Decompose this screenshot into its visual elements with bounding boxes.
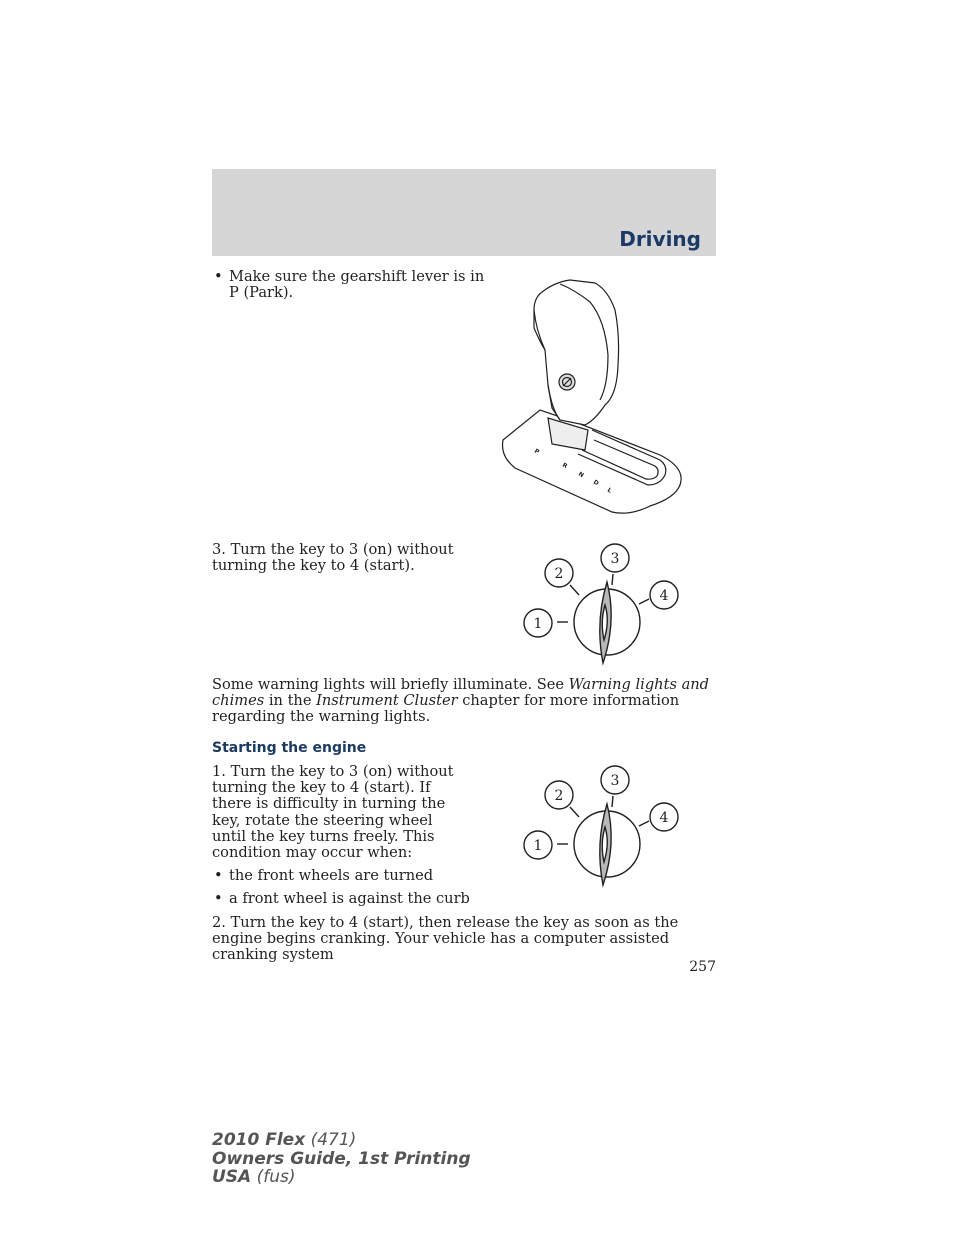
start-step-2: 2. Turn the key to 4 (start), then release the key as soon as the engine begins cranking. Your vehicle has a computer assisted cranking system	[212, 914, 679, 964]
gear-label-r: R	[561, 461, 569, 471]
ignition-label-2: 2	[554, 566, 564, 582]
footer	[212, 1131, 471, 1187]
bullet-gearshift: • Make sure the gearshift lever is in P (Park).	[212, 269, 489, 301]
warning-text-3: chapter for more information regarding the warning lights.	[212, 692, 680, 726]
gear-label-d: D	[592, 478, 600, 488]
warning-text-1: Some warning lights will briefly illuminate. See	[212, 676, 569, 693]
section-heading: Starting the engine	[212, 740, 367, 756]
gear-label-l: L	[606, 486, 613, 495]
step-3-text: 3. Turn the key to 3 (on) without turning the key to 4 (start).	[212, 541, 454, 575]
warning-text-2: in the	[264, 692, 317, 710]
ignition-label-1: 1	[533, 616, 543, 632]
start-step-1: 1. Turn the key to 3 (on) without turning the key to 4 (start). If there is difficulty in turning the key, rotate the steering wheel until the key turns freely. This condition may occur when:	[212, 763, 454, 862]
footer-region: USA	[212, 1167, 252, 1187]
ignition-label-1: 1	[533, 838, 543, 854]
ignition-label-4: 4	[659, 588, 669, 604]
page-number: 257	[689, 959, 716, 975]
gearshift-illustration	[500, 280, 686, 522]
gear-label-n: N	[577, 470, 585, 480]
instrument-cluster-reference: Instrument Cluster	[316, 692, 458, 710]
section-title: Driving	[619, 227, 701, 251]
warning-paragraph	[212, 677, 712, 726]
ignition-label-3: 3	[610, 551, 620, 567]
header-band	[212, 169, 716, 256]
ignition-label-2: 2	[554, 788, 564, 804]
ignition-diagram	[520, 542, 685, 664]
footer-guide: Owners Guide, 1st Printing	[212, 1148, 471, 1169]
condition-item: • a front wheel is against the curb	[212, 891, 489, 907]
footer-model-code: (471)	[305, 1130, 357, 1150]
ignition-label-4: 4	[659, 810, 669, 826]
footer-model: 2010 Flex	[212, 1130, 306, 1150]
ignition-label-3: 3	[610, 773, 620, 789]
gear-label-p: P	[533, 447, 541, 456]
footer-region-code: (fus)	[251, 1167, 296, 1187]
ignition-diagram	[520, 764, 685, 886]
warning-lights-reference: Warning lights and chimes	[212, 676, 710, 710]
condition-item: • the front wheels are turned	[212, 868, 489, 884]
